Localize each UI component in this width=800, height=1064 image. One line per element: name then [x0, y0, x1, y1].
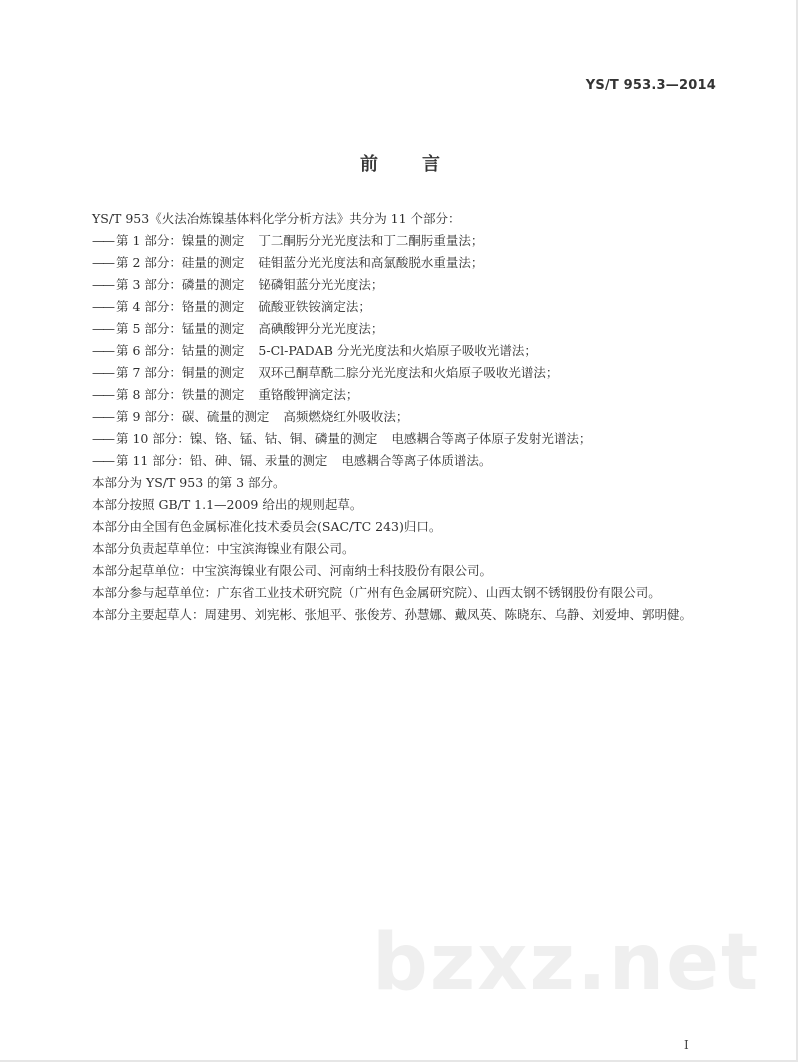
- responsible-committee: 本部分由全国有色金属标准化技术委员会(SAC/TC 243)归口。: [92, 519, 442, 534]
- list-item: [80, 362, 714, 384]
- em-dash: ——: [92, 299, 113, 314]
- part-label: 第 4 部分：铬量的测定: [116, 299, 245, 314]
- list-item: [80, 340, 714, 362]
- em-dash: ——: [92, 387, 113, 402]
- page-number: I: [684, 1038, 689, 1052]
- drafting-units: 本部分起草单位：中宝滨海镍业有限公司、河南纳士科技股份有限公司。: [92, 563, 493, 578]
- part-method: 电感耦合等离子体原子发射光谱法；: [391, 431, 592, 446]
- part-label: 第 1 部分：镍量的测定: [116, 233, 245, 248]
- em-dash: ——: [92, 321, 113, 336]
- list-item: [80, 296, 714, 318]
- part-label: 第 2 部分：硅量的测定: [116, 255, 245, 270]
- part-method: 高碘酸钾分光光度法；: [258, 321, 384, 336]
- em-dash: ——: [92, 255, 113, 270]
- part-method: 双环己酮草酰二腙分光光度法和火焰原子吸收光谱法；: [258, 365, 559, 380]
- intro-paragraph: YS/T 953《火法冶炼镍基体料化学分析方法》共分为 11 个部分：: [92, 211, 461, 226]
- part-method: 铋磷钼蓝分光光度法；: [258, 277, 384, 292]
- part-statement: 本部分为 YS/T 953 的第 3 部分。: [92, 475, 286, 490]
- part-label: 第 3 部分：磷量的测定: [116, 277, 245, 292]
- list-item: [80, 318, 714, 340]
- page-title: 前言: [360, 154, 484, 175]
- em-dash: ——: [92, 453, 113, 468]
- lead-drafting-unit: 本部分负责起草单位：中宝滨海镍业有限公司。: [92, 541, 355, 556]
- part-method: 丁二酮肟分光光度法和丁二酮肟重量法；: [258, 233, 484, 248]
- list-item: [80, 428, 714, 450]
- watermark: bzxz.net: [372, 918, 761, 1008]
- em-dash: ——: [92, 365, 113, 380]
- list-item: [80, 274, 714, 296]
- document-body: [80, 208, 714, 626]
- part-label: 第 8 部分：铁量的测定: [116, 387, 245, 402]
- parts-list: [80, 230, 714, 472]
- part-label: 第 6 部分：钴量的测定: [116, 343, 245, 358]
- part-method: 5-Cl-PADAB 分光光度法和火焰原子吸收光谱法；: [258, 343, 537, 358]
- list-item: [80, 384, 714, 406]
- list-item: [80, 450, 714, 472]
- part-label: 第 5 部分：锰量的测定: [116, 321, 245, 336]
- em-dash: ——: [92, 277, 113, 292]
- list-item: [80, 252, 714, 274]
- part-label: 第 10 部分：镍、铬、锰、钴、铜、磷量的测定: [116, 431, 378, 446]
- part-label: 第 11 部分：铅、砷、镉、汞量的测定: [116, 453, 328, 468]
- em-dash: ——: [92, 409, 113, 424]
- part-method: 硅钼蓝分光光度法和高氯酸脱水重量法；: [258, 255, 484, 270]
- em-dash: ——: [92, 343, 113, 358]
- standard-number: YS/T 953.3—2014: [585, 78, 716, 93]
- part-label: 第 7 部分：铜量的测定: [116, 365, 245, 380]
- part-method: 硫酸亚铁铵滴定法；: [258, 299, 371, 314]
- part-method: 高频燃烧红外吸收法；: [283, 409, 409, 424]
- list-item: [80, 406, 714, 428]
- part-label: 第 9 部分：碳、硫量的测定: [116, 409, 270, 424]
- em-dash: ——: [92, 431, 113, 446]
- main-drafters: 本部分主要起草人：周建男、刘宪彬、张旭平、张俊芳、孙慧娜、戴凤英、陈晓东、乌静、刘爱坤、郭明健。: [92, 607, 693, 622]
- drafting-rules: 本部分按照 GB/T 1.1—2009 给出的规则起草。: [92, 497, 363, 512]
- list-item: [80, 230, 714, 252]
- participating-units: 本部分参与起草单位：广东省工业技术研究院（广州有色金属研究院）、山西太钢不锈钢股份有限公司。: [92, 585, 661, 600]
- part-method: 电感耦合等离子体质谱法。: [341, 453, 492, 468]
- part-method: 重铬酸钾滴定法；: [258, 387, 359, 402]
- em-dash: ——: [92, 233, 113, 248]
